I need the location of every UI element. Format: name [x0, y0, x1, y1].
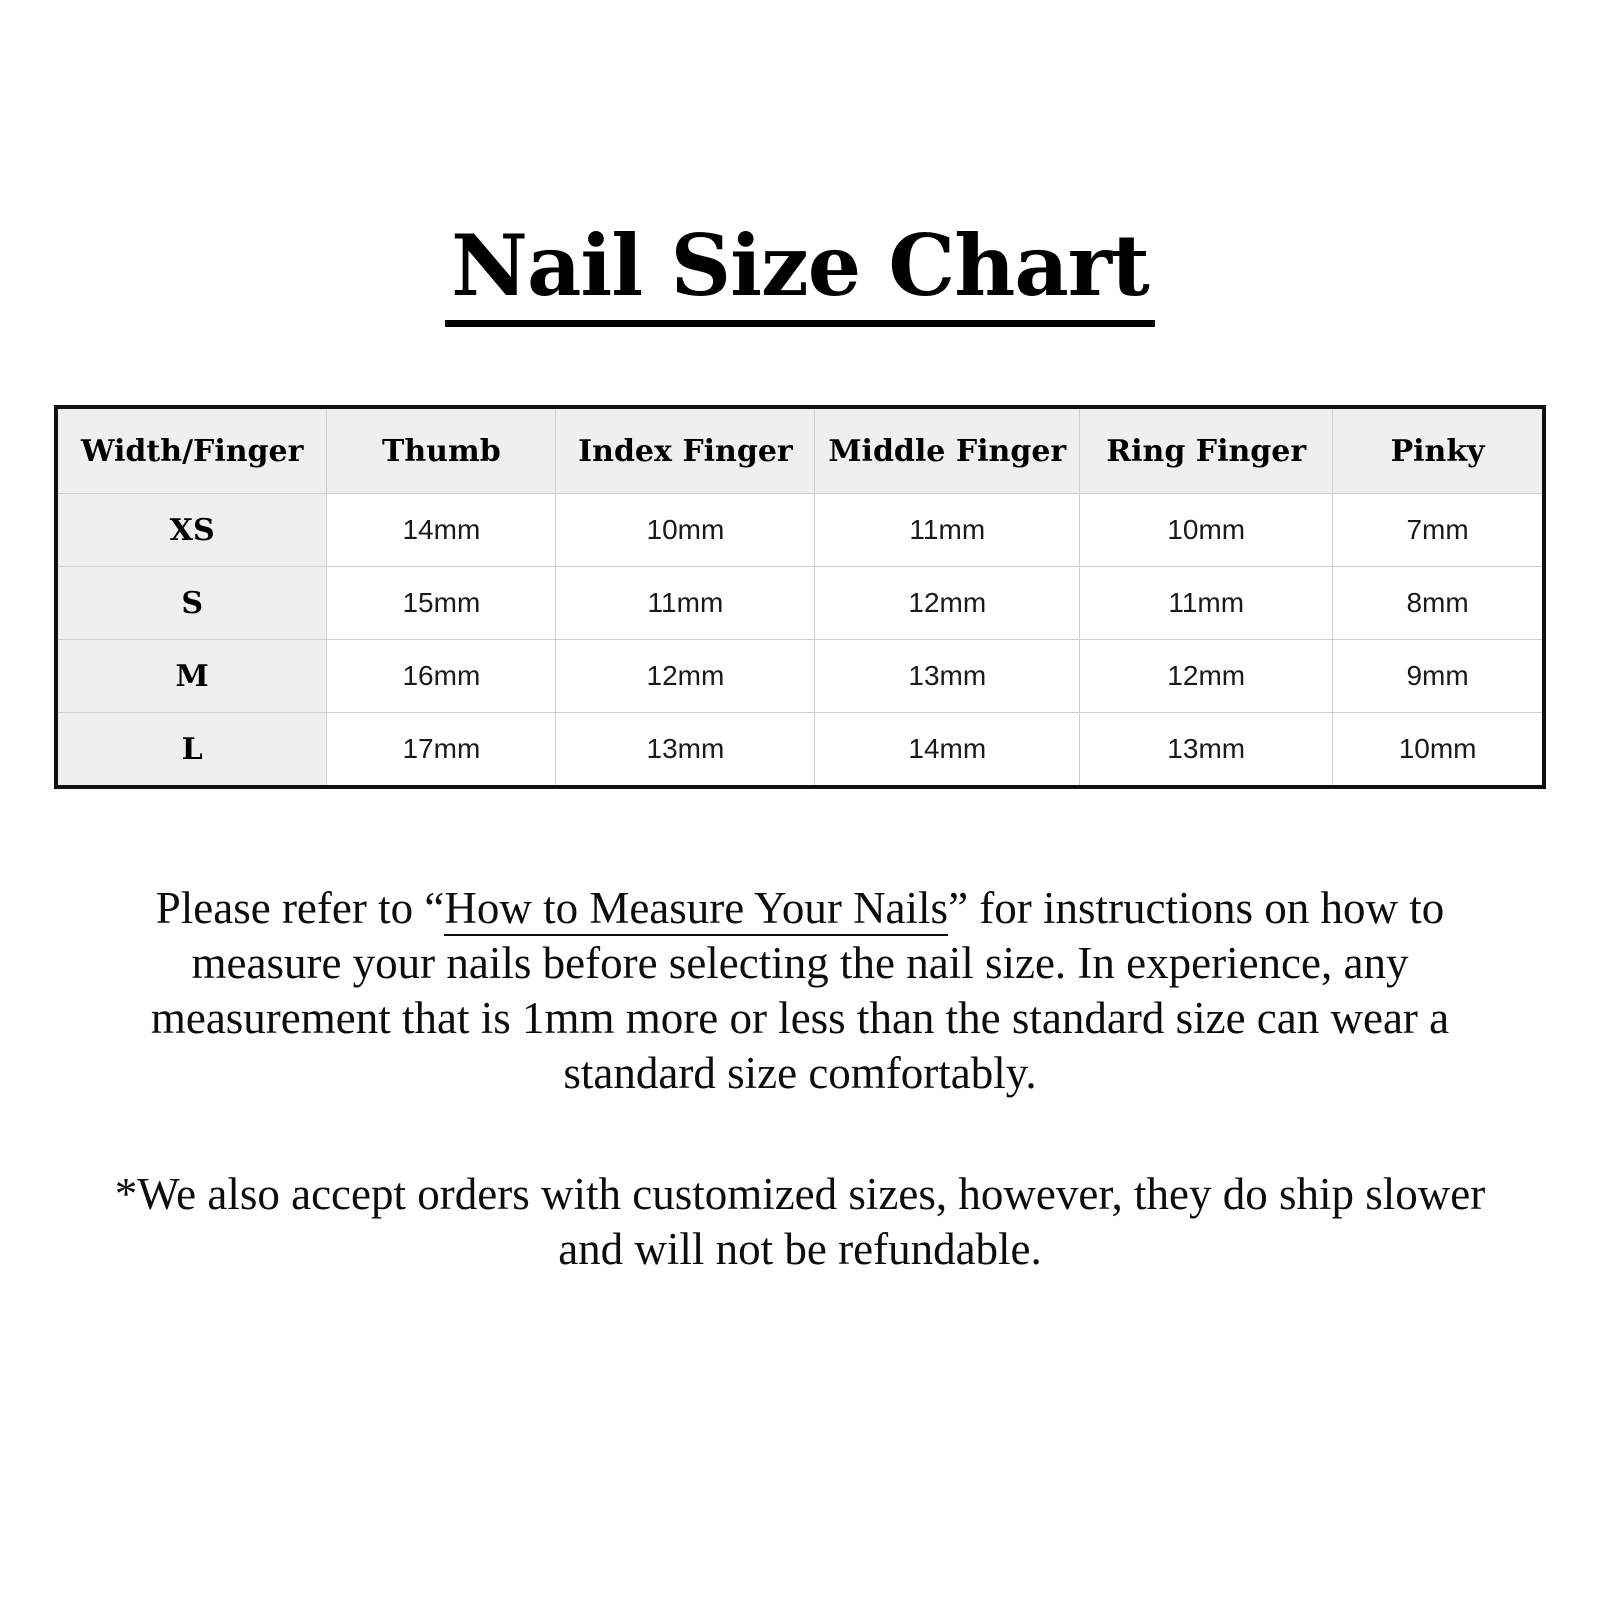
notes-section	[100, 881, 1500, 1276]
column-header-ring-finger: Ring Finger	[1080, 407, 1333, 494]
column-header-middle-finger: Middle Finger	[815, 407, 1080, 494]
cell-m-pinky: 9mm	[1333, 640, 1544, 713]
page-title: Nail Size Chart	[445, 222, 1155, 327]
cell-xs-index: 10mm	[556, 494, 815, 567]
column-header-width-finger: Width/Finger	[56, 407, 327, 494]
cell-l-pinky: 10mm	[1333, 713, 1544, 788]
cell-s-thumb: 15mm	[327, 567, 556, 640]
column-header-thumb: Thumb	[327, 407, 556, 494]
cell-m-middle: 13mm	[815, 640, 1080, 713]
size-label-xs: XS	[56, 494, 327, 567]
custom-size-note: *We also accept orders with customized sizes, however, they do ship slower and will not be refundable.	[114, 1168, 1486, 1274]
table-row	[56, 640, 1544, 713]
size-label-l: L	[56, 713, 327, 788]
cell-l-ring: 13mm	[1080, 713, 1333, 788]
cell-m-index: 12mm	[556, 640, 815, 713]
page-title-container	[0, 0, 1600, 327]
table-row	[56, 494, 1544, 567]
size-table	[54, 405, 1546, 789]
table-row	[56, 567, 1544, 640]
cell-xs-ring: 10mm	[1080, 494, 1333, 567]
cell-xs-middle: 11mm	[815, 494, 1080, 567]
cell-m-ring: 12mm	[1080, 640, 1333, 713]
cell-s-pinky: 8mm	[1333, 567, 1544, 640]
size-table-body	[56, 494, 1544, 788]
cell-s-ring: 11mm	[1080, 567, 1333, 640]
cell-l-middle: 14mm	[815, 713, 1080, 788]
cell-xs-pinky: 7mm	[1333, 494, 1544, 567]
instructions-note	[100, 881, 1500, 1101]
cell-s-middle: 12mm	[815, 567, 1080, 640]
column-header-index-finger: Index Finger	[556, 407, 815, 494]
size-label-m: M	[56, 640, 327, 713]
size-table-container	[54, 405, 1546, 789]
cell-m-thumb: 16mm	[327, 640, 556, 713]
size-label-s: S	[56, 567, 327, 640]
table-header-row	[56, 407, 1544, 494]
cell-s-index: 11mm	[556, 567, 815, 640]
instructions-note-prefix: Please refer to “	[155, 883, 445, 934]
instructions-note-suffix: ” for instructions on how to measure your nails before selecting the nail size. In experience, any measurement that is 1mm more or less than the standard size can wear a standard size comfortably.	[150, 883, 1450, 1098]
table-row	[56, 713, 1544, 788]
column-header-pinky: Pinky	[1333, 407, 1544, 494]
how-to-measure-link[interactable]: How to Measure Your Nails	[444, 883, 948, 936]
cell-l-thumb: 17mm	[327, 713, 556, 788]
cell-xs-thumb: 14mm	[327, 494, 556, 567]
size-table-head	[56, 407, 1544, 494]
cell-l-index: 13mm	[556, 713, 815, 788]
